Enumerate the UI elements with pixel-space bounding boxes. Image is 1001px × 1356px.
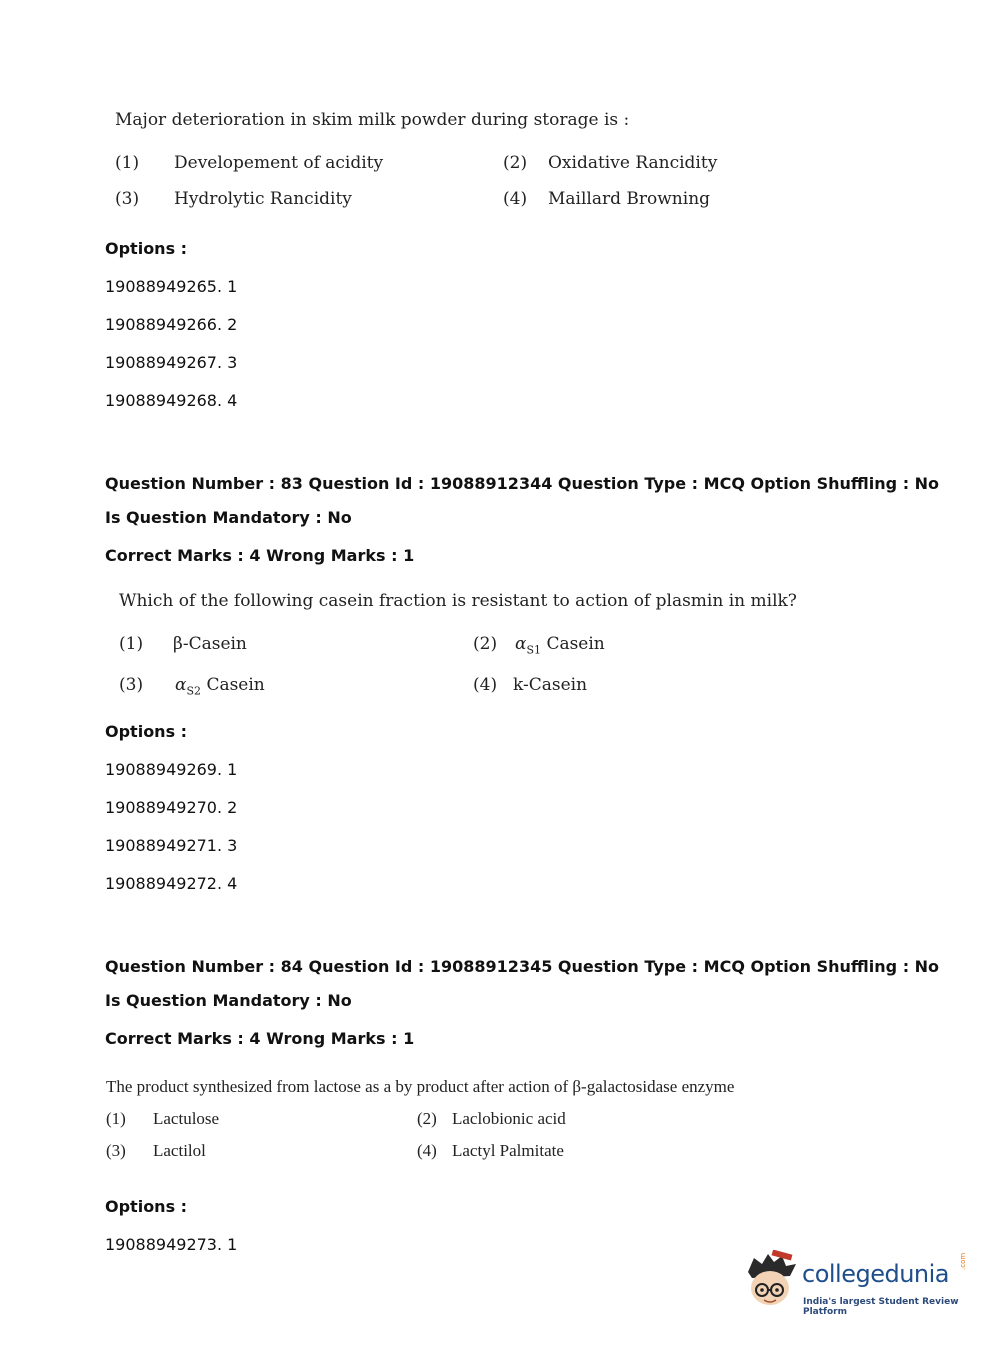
q83-opt3-text xyxy=(175,675,265,697)
alpha-subscript: S1 xyxy=(526,643,542,657)
q82-option-id-1: 19088949265. 1 xyxy=(105,277,238,296)
q83-opt1-num: (1) xyxy=(119,634,144,654)
q82-opt1-num: (1) xyxy=(115,153,140,173)
q83-question: Which of the following casein fraction is resistant to action of plasmin in milk? xyxy=(119,591,797,611)
q82-opt3-num: (3) xyxy=(115,189,140,209)
q83-option-id-2: 19088949270. 2 xyxy=(105,798,238,817)
q82-option-id-3: 19088949267. 3 xyxy=(105,353,238,372)
q84-opt4-text: Lactyl Palmitate xyxy=(452,1141,564,1160)
brand-name: collegedunia xyxy=(802,1260,950,1288)
q84-opt2-num: (2) xyxy=(417,1109,437,1128)
q84-opt3-num: (3) xyxy=(106,1141,126,1160)
q82-options-label: Options : xyxy=(105,239,188,258)
q84-opt1-text: Lactulose xyxy=(153,1109,220,1128)
q83-opt3-label: Casein xyxy=(206,675,265,695)
q84-opt2-text: Laclobionic acid xyxy=(452,1109,566,1128)
q83-opt2-label: Casein xyxy=(546,634,605,654)
q83-option-id-3: 19088949271. 3 xyxy=(105,836,238,855)
q84-mandatory: Is Question Mandatory : No xyxy=(105,991,352,1010)
brand-tagline: India's largest Student Review Platform xyxy=(803,1297,959,1317)
q83-opt2-num: (2) xyxy=(473,634,498,654)
q83-header: Question Number : 83 Question Id : 19088912344 Question Type : MCQ Option Shuffling : No xyxy=(105,474,940,493)
q83-opt4-text: k-Casein xyxy=(513,675,588,695)
q83-marks: Correct Marks : 4 Wrong Marks : 1 xyxy=(105,546,415,565)
q83-option-id-4: 19088949272. 4 xyxy=(105,874,238,893)
q82-option-id-2: 19088949266. 2 xyxy=(105,315,238,334)
brand-suffix: .com xyxy=(959,1252,967,1270)
q84-header: Question Number : 84 Question Id : 19088912345 Question Type : MCQ Option Shuffling : No xyxy=(105,957,940,976)
q84-marks: Correct Marks : 4 Wrong Marks : 1 xyxy=(105,1029,415,1048)
q83-mandatory: Is Question Mandatory : No xyxy=(105,508,352,527)
q82-opt4-text: Maillard Browning xyxy=(548,189,711,209)
q82-opt4-num: (4) xyxy=(503,189,528,209)
q83-option-id-1: 19088949269. 1 xyxy=(105,760,238,779)
alpha-symbol: α xyxy=(175,675,187,695)
q84-opt4-num: (4) xyxy=(417,1141,437,1160)
q83-opt4-num: (4) xyxy=(473,675,498,695)
q83-opt2-text xyxy=(515,634,605,656)
q82-option-id-4: 19088949268. 4 xyxy=(105,391,238,410)
alpha-symbol: α xyxy=(515,634,527,654)
q82-opt2-num: (2) xyxy=(503,153,528,173)
q82-opt1-text: Developement of acidity xyxy=(174,153,384,173)
q82-question: Major deterioration in skim milk powder during storage is : xyxy=(115,110,630,130)
q84-opt1-num: (1) xyxy=(106,1109,126,1128)
alpha-subscript: S2 xyxy=(186,684,202,698)
q84-options-label: Options : xyxy=(105,1197,188,1216)
q83-opt1-text: β-Casein xyxy=(173,634,247,654)
mascot-icon xyxy=(742,1250,800,1312)
q84-option-id-1: 19088949273. 1 xyxy=(105,1235,238,1254)
q83-options-label: Options : xyxy=(105,722,188,741)
q82-opt2-text: Oxidative Rancidity xyxy=(548,153,718,173)
q84-question: The product synthesized from lactose as a by product after action of β-galactosidase enzyme xyxy=(106,1077,735,1096)
q84-opt3-text: Lactilol xyxy=(153,1141,206,1160)
q82-opt3-text: Hydrolytic Rancidity xyxy=(174,189,352,209)
q83-opt3-num: (3) xyxy=(119,675,144,695)
